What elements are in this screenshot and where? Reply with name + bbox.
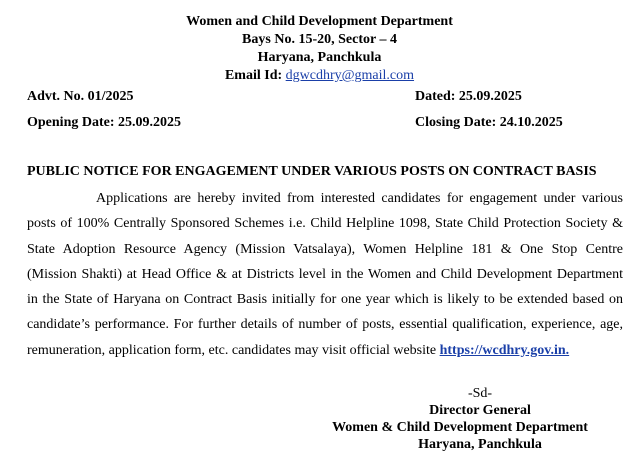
notice-line-last bbox=[27, 338, 623, 363]
email-label: Email Id: bbox=[224, 68, 283, 83]
notice-line: State Adoption Resource Agency (Mission Vatsalaya), Women Helpline 181 & One Stop Centre bbox=[27, 241, 623, 257]
dated: Dated: 25.09.2025 bbox=[415, 89, 522, 104]
letterhead bbox=[0, 13, 639, 85]
department-name: Women and Child Development Department bbox=[186, 14, 453, 29]
email-line bbox=[0, 67, 639, 85]
notice-line: (Mission Shakti) at Head Office & at Districts level in the Women and Child Development Department bbox=[27, 266, 623, 282]
notice-body bbox=[27, 186, 623, 363]
address-line-2: Haryana, Panchkula bbox=[257, 50, 382, 65]
notice-line: posts of 100% Centrally Sponsored Schemes i.e. Child Helpline 1098, State Child Protection Society & bbox=[27, 216, 623, 232]
notice-line: in the State of Haryana on Contract Basis initially for one year which is likely to be extended based on bbox=[27, 292, 623, 308]
notice-title: PUBLIC NOTICE FOR ENGAGEMENT UNDER VARIOUS POSTS ON CONTRACT BASIS bbox=[27, 164, 597, 179]
signatory-department: Women & Child Development Department bbox=[332, 420, 588, 435]
signatory-location: Haryana, Panchkula bbox=[418, 437, 542, 452]
notice-line: candidate’s performance. For further details of number of posts, essential qualification, experience, age, bbox=[27, 317, 623, 333]
email-link[interactable]: dgwcdhry@gmail.com bbox=[285, 68, 415, 83]
opening-date: Opening Date: 25.09.2025 bbox=[27, 115, 181, 130]
notice-line-prefix: remuneration, application form, etc. candidates may visit official website bbox=[27, 342, 440, 358]
signed-mark: -Sd- bbox=[467, 386, 493, 401]
notice-line: Applications are hereby invited from interested candidates for engagement under various bbox=[96, 191, 623, 206]
closing-date: Closing Date: 24.10.2025 bbox=[415, 115, 563, 130]
website-link[interactable]: https://wcdhry.gov.in. bbox=[439, 342, 570, 358]
address-line-1: Bays No. 15-20, Sector – 4 bbox=[242, 32, 397, 47]
signatory-designation: Director General bbox=[429, 403, 531, 418]
advt-number: Advt. No. 01/2025 bbox=[27, 89, 134, 104]
signature-block bbox=[300, 385, 620, 453]
